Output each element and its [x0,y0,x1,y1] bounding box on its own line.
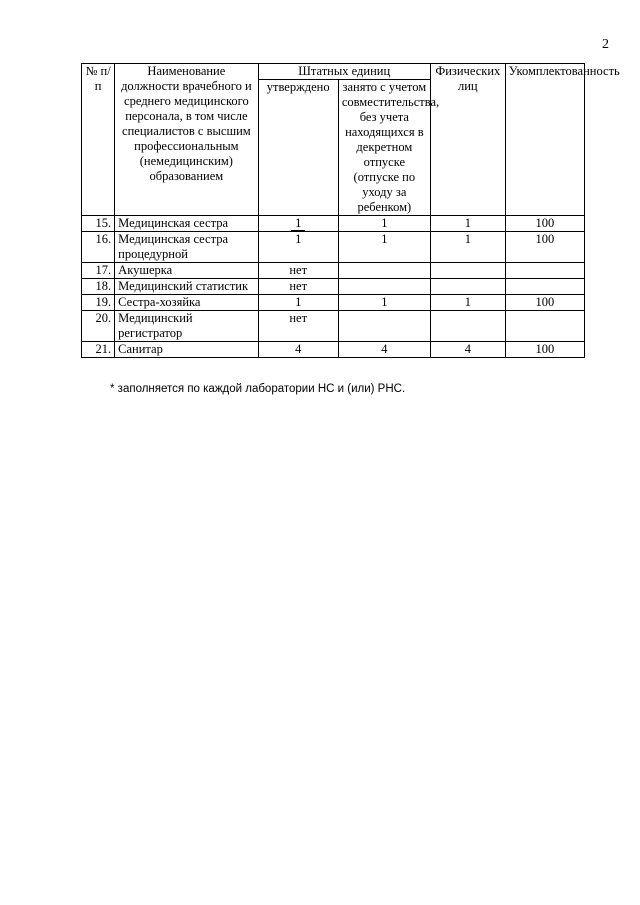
row-physical: 1 [430,216,505,232]
header-name: Наименование должности врачебного и среднего медицинского персонала, в том числе специалистов с высшим профессиональным (немедицинским) образованием [115,64,258,216]
row-occupied: 4 [338,342,430,358]
row-name: Акушерка [115,263,258,279]
header-occupied: занято с учетом совместительства, без учета находящихся в декретном отпуске (отпуске по уходу за ребенком) [338,80,430,216]
row-approved: нет [258,263,338,279]
row-completeness: 100 [505,232,584,263]
row-num: 16. [82,232,115,263]
header-physical: Физических лиц [430,64,505,216]
row-occupied [338,263,430,279]
row-num: 20. [82,311,115,342]
row-approved: 4 [258,342,338,358]
row-completeness: 100 [505,342,584,358]
header-approved: утверждено [258,80,338,216]
row-name: Медицинский регистратор [115,311,258,342]
row-physical: 1 [430,232,505,263]
row-name: Медицинская сестра процедурной [115,232,258,263]
row-approved: 1 [258,295,338,311]
table-row [82,232,585,263]
row-num: 18. [82,279,115,295]
row-name: Сестра-хозяйка [115,295,258,311]
row-approved: 1 [291,216,305,231]
row-num: 15. [82,216,115,232]
page-number: 2 [602,37,609,52]
row-physical [430,263,505,279]
table-row [82,216,585,232]
row-num: 19. [82,295,115,311]
row-completeness: 100 [505,295,584,311]
row-name: Медицинская сестра [115,216,258,232]
row-physical: 1 [430,295,505,311]
staff-table [81,63,620,358]
row-approved: нет [258,311,338,342]
header-completeness: Укомплектованность [505,64,584,216]
table-row [82,263,585,279]
row-physical: 4 [430,342,505,358]
row-occupied [338,311,430,342]
row-occupied: 1 [338,295,430,311]
row-occupied [338,279,430,295]
row-approved: нет [258,279,338,295]
table-row [82,295,585,311]
table-row [82,311,585,342]
row-completeness: 100 [505,216,584,232]
row-occupied: 1 [338,216,430,232]
row-completeness [505,263,584,279]
row-completeness [505,311,584,342]
row-physical [430,279,505,295]
header-staff-units: Штатных единиц [258,64,430,80]
row-occupied: 1 [338,232,430,263]
footnote: * заполняется по каждой лаборатории НС и (или) РНС. [110,383,406,395]
row-completeness [505,279,584,295]
table-row [82,279,585,295]
row-name: Санитар [115,342,258,358]
header-num: № п/п [82,64,115,216]
row-approved: 1 [258,232,338,263]
row-num: 17. [82,263,115,279]
row-num: 21. [82,342,115,358]
row-name: Медицинский статистик [115,279,258,295]
row-physical [430,311,505,342]
table-row [82,342,585,358]
